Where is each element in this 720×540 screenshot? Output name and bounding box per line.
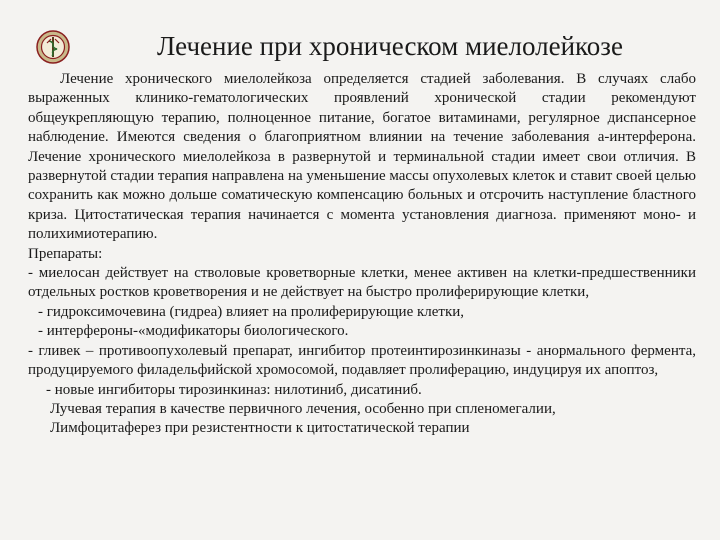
drug-item-hydroxyurea: - гидроксимочевина (гидреа) влияет на пролиферирующие клетки,: [38, 303, 465, 320]
drug-item-new-inhibitors: - новые ингибиторы тирозинкиназ: нилотиниб, дисатиниб.: [46, 381, 422, 398]
treatment-lymphocytapheresis: Лимфоцитаферез при резистентности к цитостатической терапии: [50, 420, 470, 437]
drug-item-gleevec: - гливек – противоопухолевый препарат, ингибитор протеинтирозинкиназы - анормального фермента, продуцируемого филадельфийской хромосомой, подавляет пролиферацию, индуцируя их апоптоз,: [28, 342, 696, 379]
treatment-radiation: Лучевая терапия в качестве первичного лечения, особенно при спленомегалии,: [50, 400, 556, 417]
intro-paragraph: Лечение хронического миелолейкоза определяется стадией заболевания. В случаях слабо выраженных клинико-гематологических проявлений хронической стадии рекомендуют общеукрепляющую терапию, полноценное питание, богатое витаминами, регулярное диспансерное наблюдение. Имеются сведения о благоприятном влиянии на течение заболевания а-интерферона. Лечение хронического миелолейкоза в развернутой и терминальной стадии имеет свои отличия. В развернутой стадии терапия направлена на уменьшение массы опухолевых клеток и ставит своей целью сохранить как можно дольше соматическую компенсацию больных и отсрочить наступление бластного криза. Цитостатическая терапия начинается с момента установления диагноза. применяют моно- и полихимиотерапию.: [28, 71, 696, 243]
medical-emblem-icon: [36, 30, 70, 64]
slide-title: Лечение при хроническом миелолейкозе: [157, 31, 623, 61]
slide-body: [28, 70, 696, 439]
drug-item-myelosan: - миелосан действует на стволовые кроветворные клетки, менее активен на клетки-предшественники отдельных ростков кроветворения и не действует на быстро пролиферирующие клетки,: [28, 265, 696, 301]
drugs-heading: Препараты:: [28, 245, 103, 262]
drug-item-interferons: - интерфероны-«модификаторы биологического.: [38, 323, 349, 340]
